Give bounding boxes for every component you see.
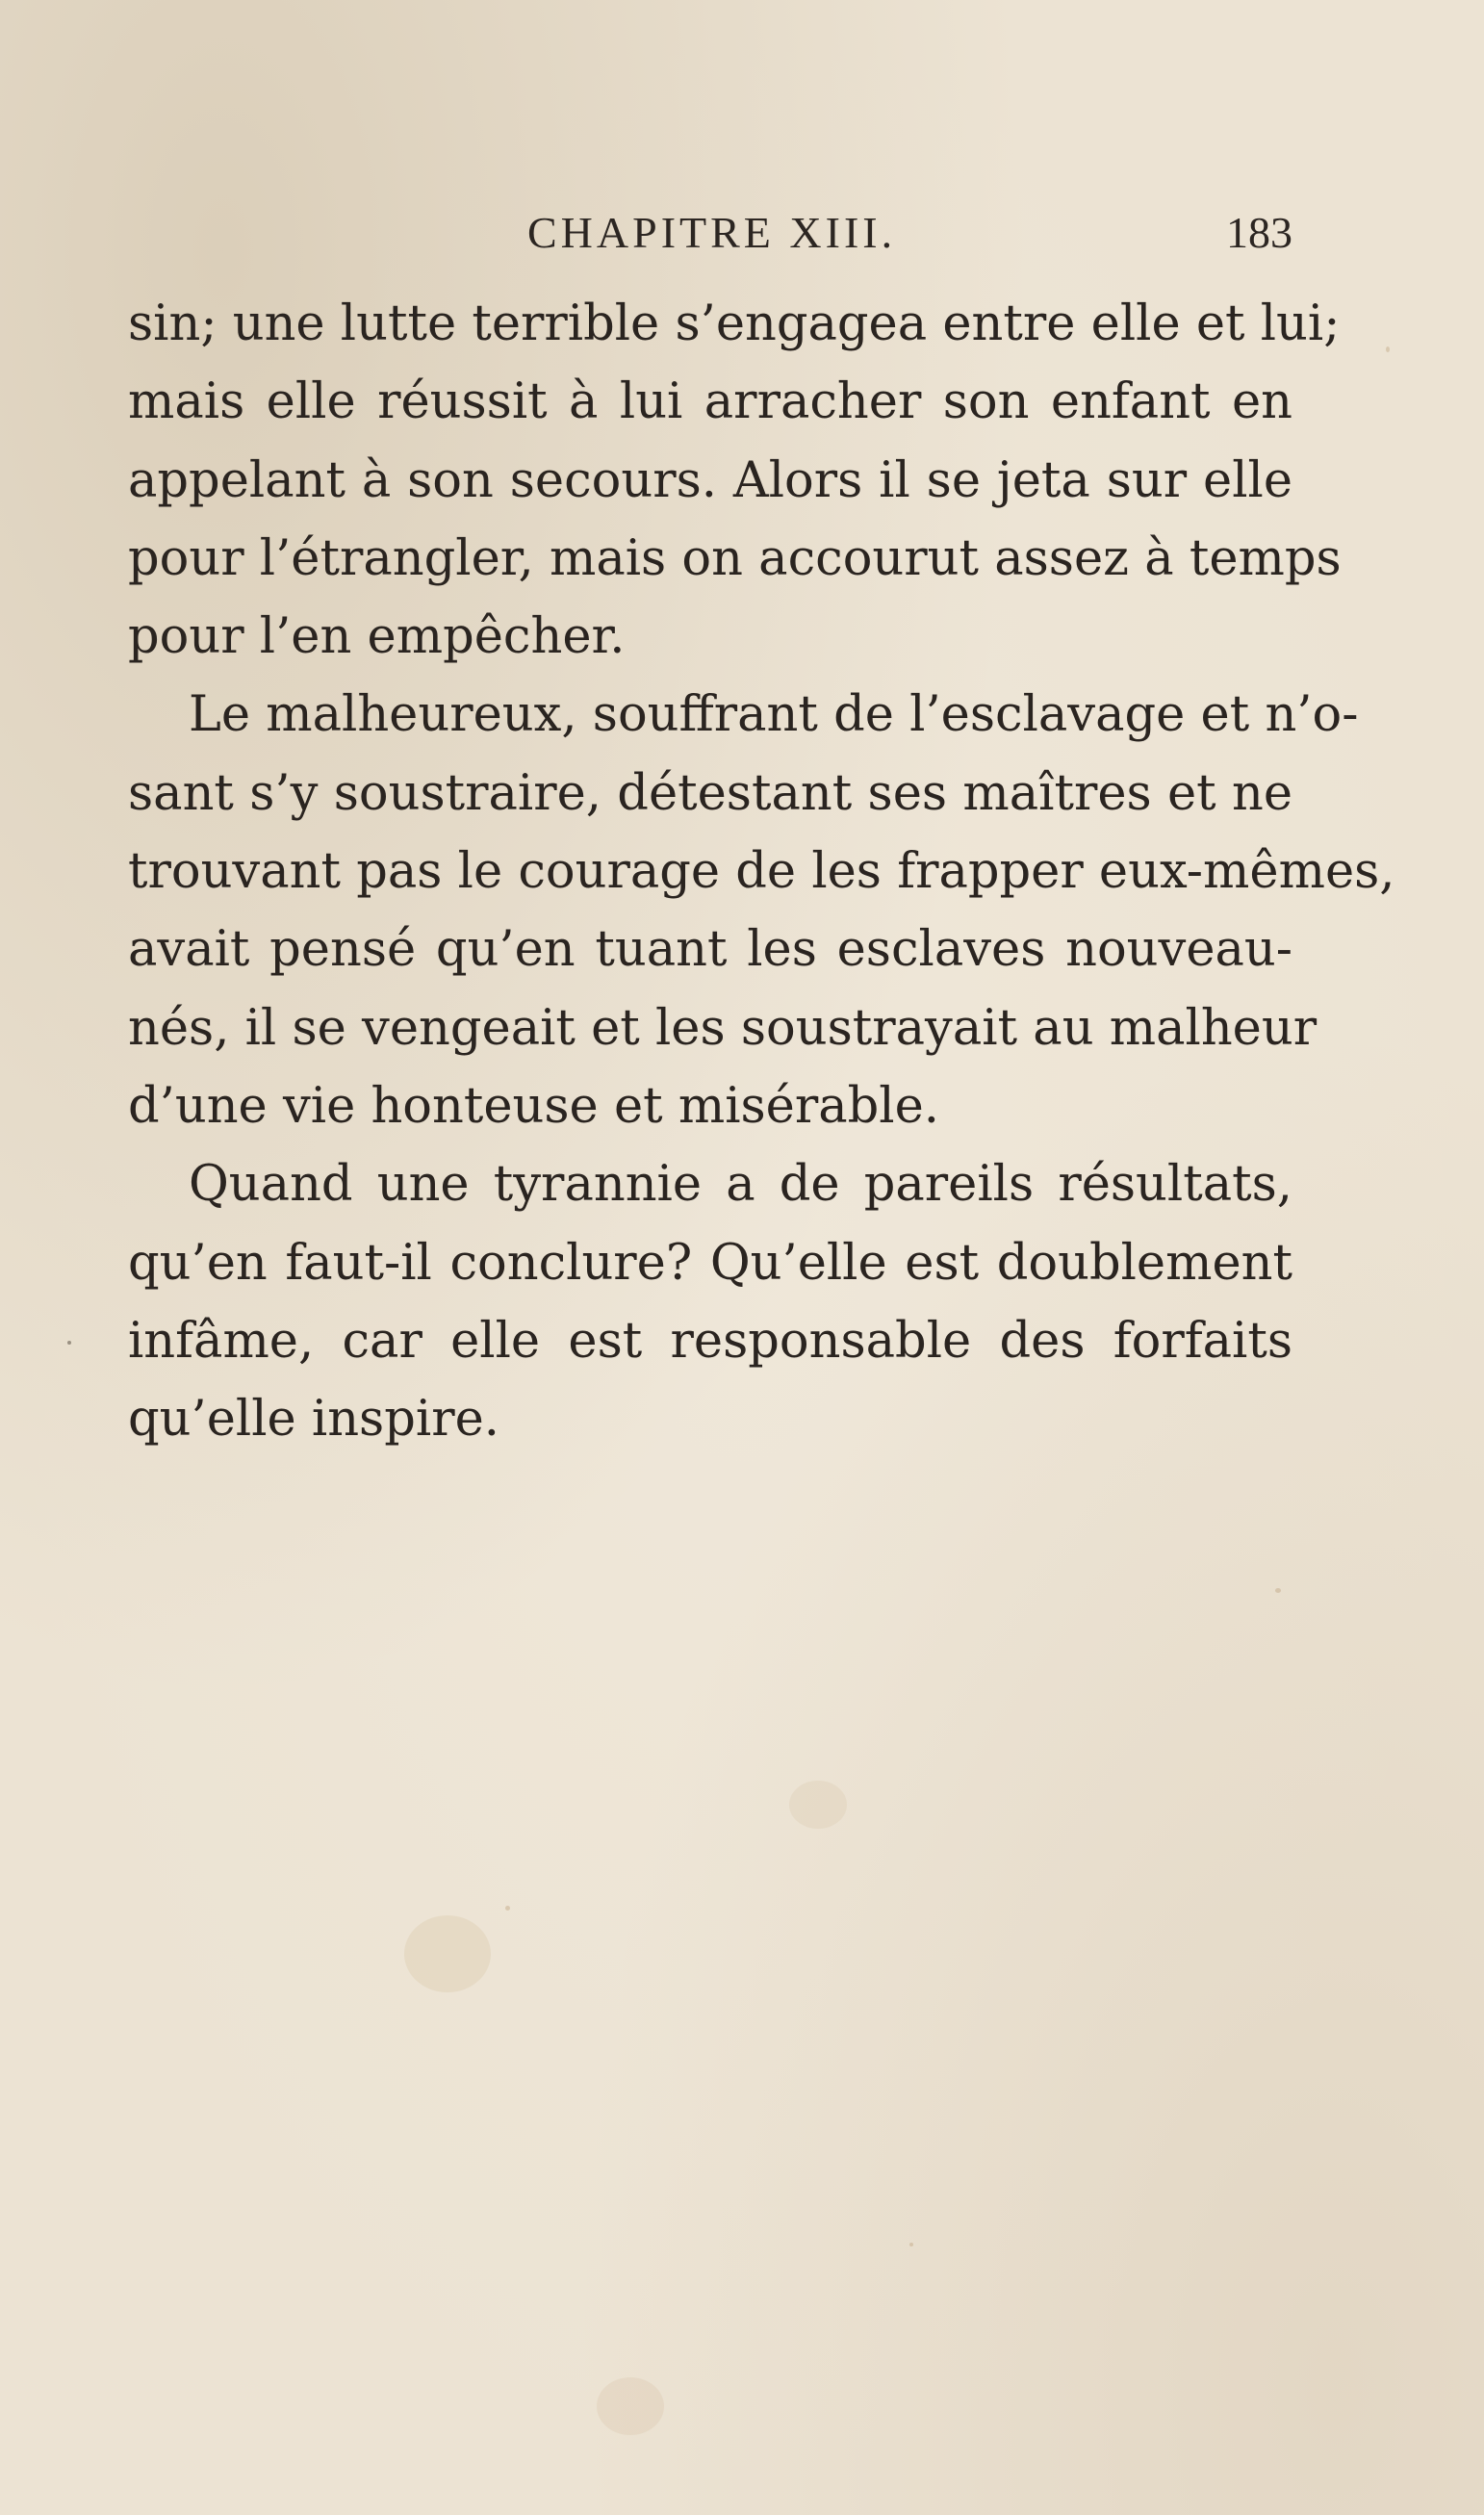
text-line: pour l’étrangler, mais on accourut assez à temps (128, 529, 1342, 587)
text-line: avait pensé qu’en tuant les esclaves nouveau- (128, 921, 1292, 979)
text-line: appelant à son secours. Alors il se jeta sur elle (128, 451, 1292, 509)
text-line: infâme, car elle est responsable des forfaits (128, 1312, 1292, 1370)
paper-speck (67, 1341, 71, 1345)
chapter-title: CHAPITRE XIII. (527, 208, 897, 257)
body-text (128, 285, 1395, 1458)
text-line: sant s’y soustraire, détestant ses maîtres et ne (128, 764, 1292, 822)
paragraph-start-line: Quand une tyrannie a de pareils résultats, (189, 1156, 1292, 1214)
paper-speck (909, 2243, 913, 2246)
paper-speck (1275, 1588, 1281, 1593)
text-line: sin; une lutte terrible s’engagea entre elle et lui; (128, 295, 1341, 352)
text-line: nés, il se vengeait et les soustrayait au malheur (128, 999, 1318, 1057)
text-line: d’une vie honteuse et misérable. (128, 1077, 939, 1135)
text-line: qu’en faut-il conclure? Qu’elle est doublement (128, 1234, 1292, 1292)
paragraph-start-line: Le malheureux, souffrant de l’esclavage et n’o- (189, 686, 1359, 744)
text-line: qu’elle inspire. (128, 1391, 499, 1449)
paper-speck (505, 1906, 510, 1911)
text-line: pour l’en empêcher. (128, 608, 626, 666)
paper-stain (789, 1781, 847, 1829)
paper-speck (1386, 346, 1390, 352)
paper-stain (597, 2377, 664, 2435)
running-head (128, 207, 1292, 265)
page-number: 183 (1226, 208, 1292, 257)
text-line: trouvant pas le courage de les frapper eux-mêmes, (128, 843, 1395, 901)
text-line: mais elle réussit à lui arracher son enfant en (128, 373, 1292, 431)
paper-stain (404, 1915, 491, 1992)
